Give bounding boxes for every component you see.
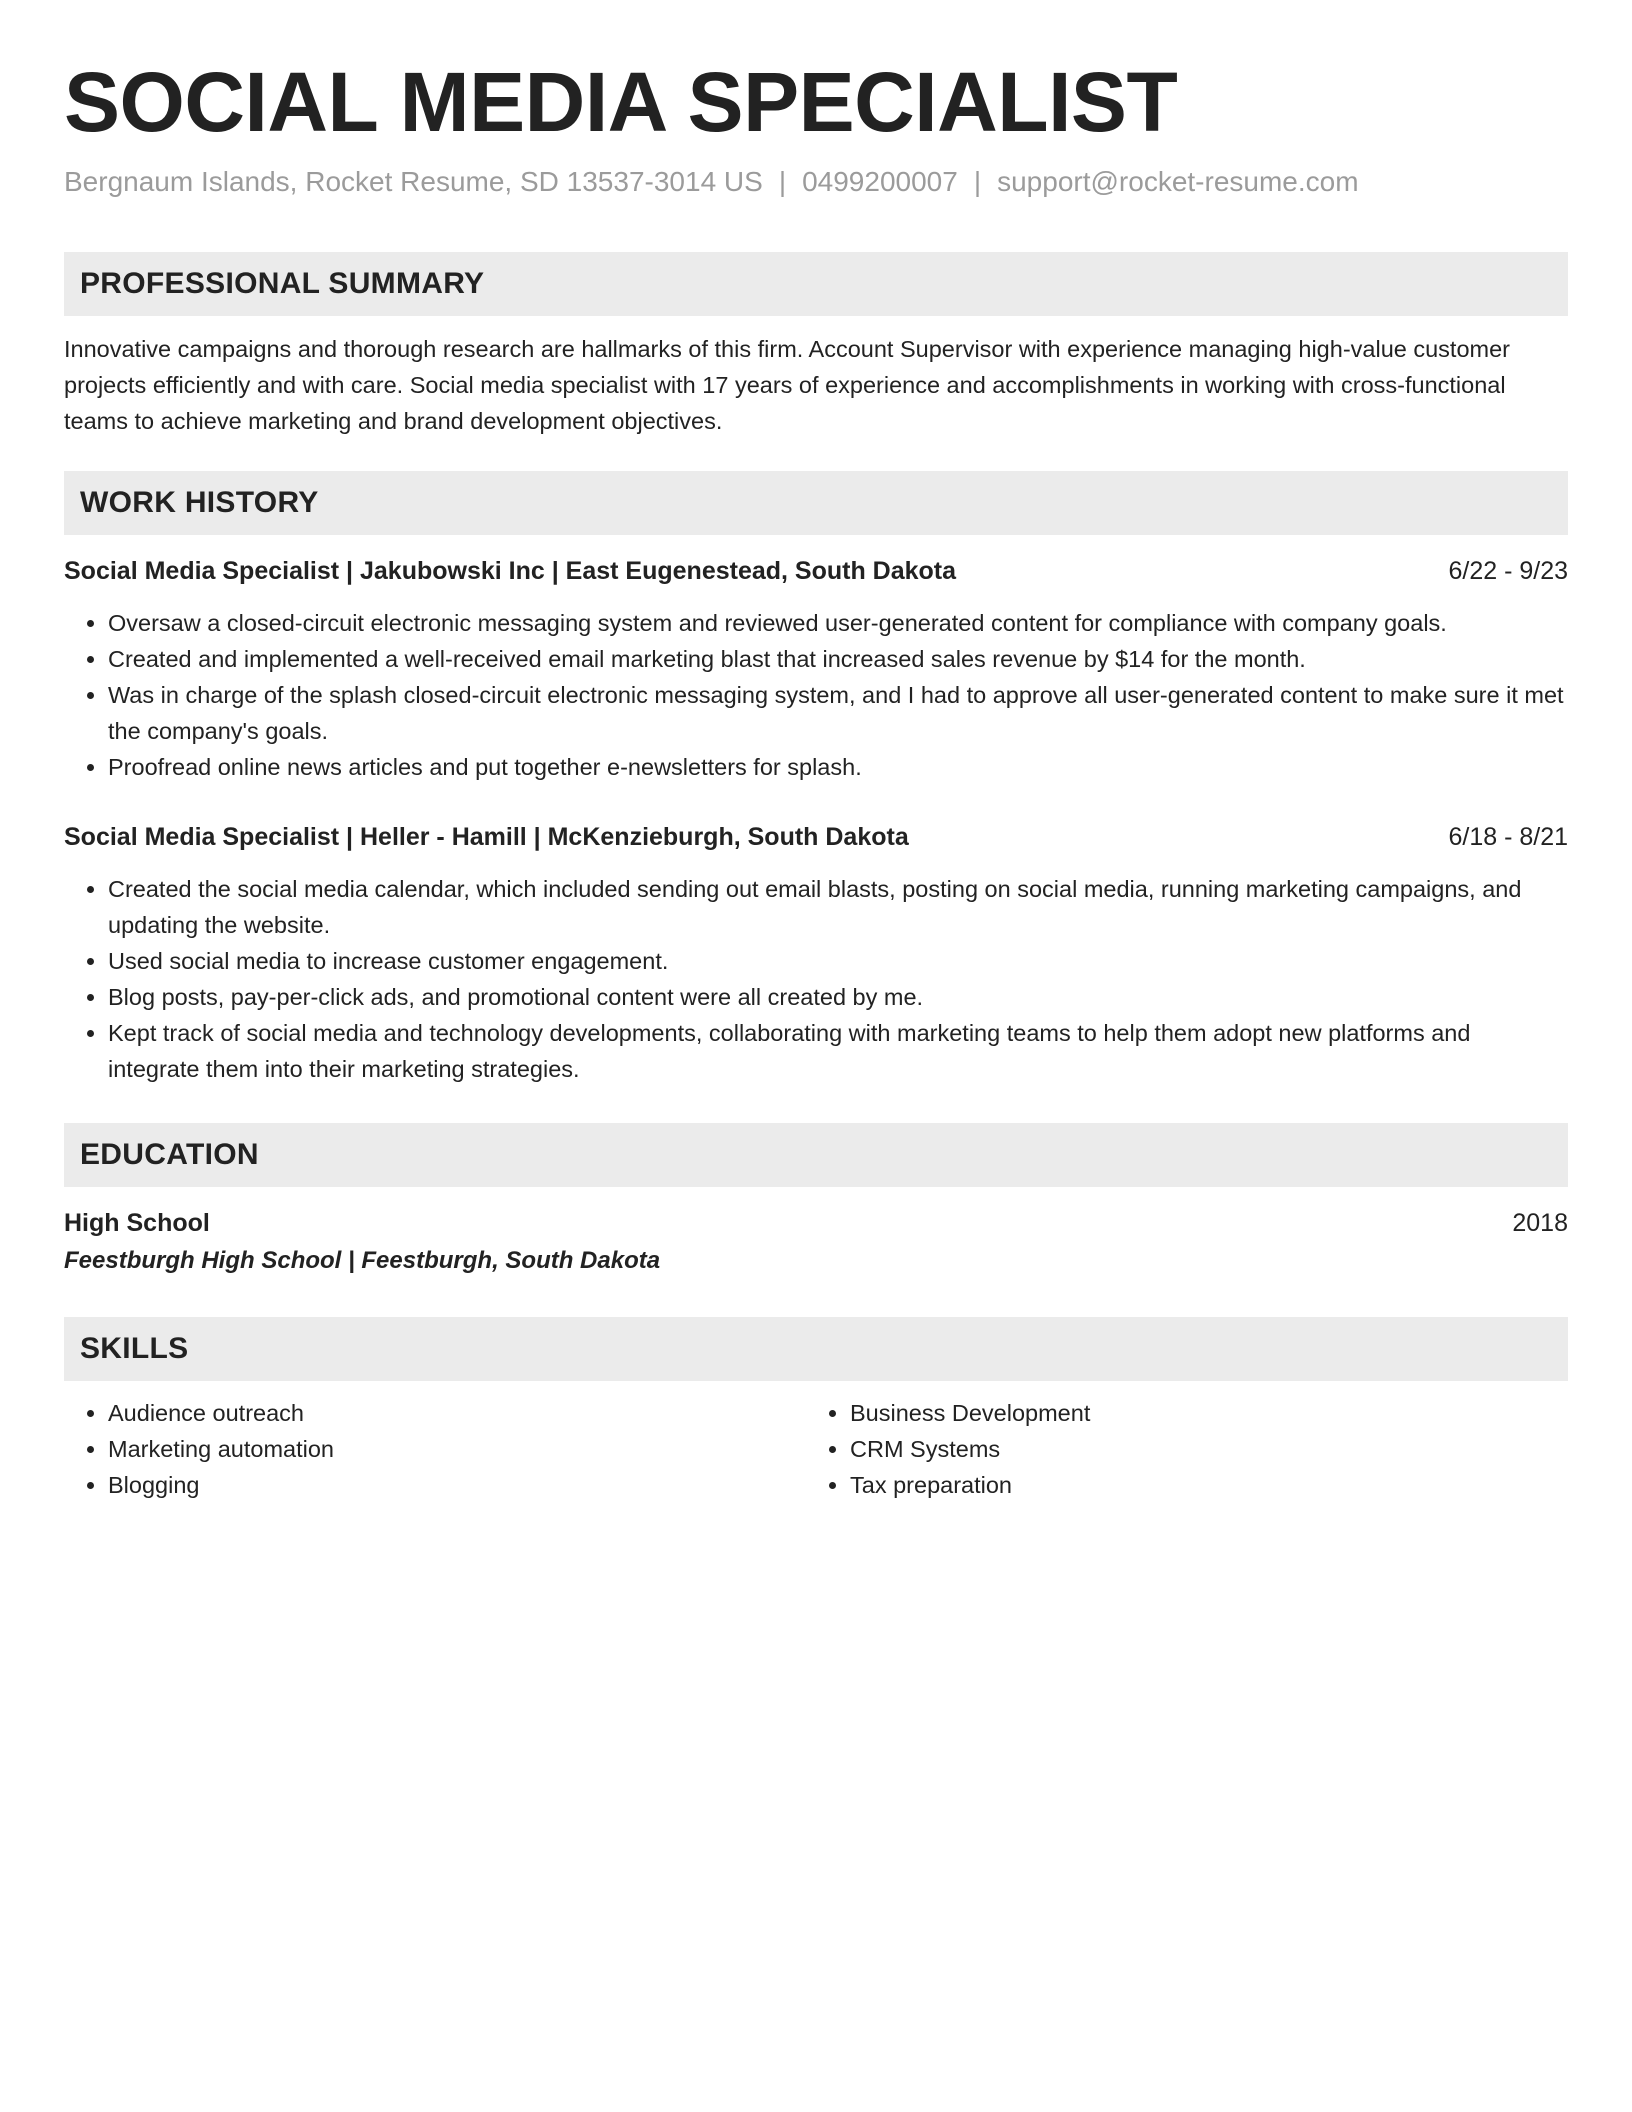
job-title: Social Media Specialist | Jakubowski Inc | East Eugenestead, South Dakota <box>64 557 957 585</box>
job-header <box>64 553 1568 589</box>
contact-phone: 0499200007 <box>802 166 958 197</box>
list-item: • Business Development <box>850 1395 1548 1431</box>
list-item: • Blogging <box>108 1467 806 1503</box>
list-item: • Oversaw a closed-circuit electronic messaging system and reviewed user-generated content for compliance with company goals. <box>108 605 1568 641</box>
contact-email: support@rocket-resume.com <box>997 166 1359 197</box>
contact-line <box>64 164 1568 200</box>
contact-address: Bergnaum Islands, Rocket Resume, SD 13537-3014 US <box>64 166 763 197</box>
job-dates: 6/18 - 8/21 <box>1448 823 1568 851</box>
section-heading-work-history: WORK HISTORY <box>64 471 1568 535</box>
education-degree: High School <box>64 1209 210 1237</box>
list-item: • Was in charge of the splash closed-circuit electronic messaging system, and I had to approve all user-generated content to make sure it met the company's goals. <box>108 677 1568 749</box>
skills-grid <box>64 1395 1568 1503</box>
list-item: • Kept track of social media and technology developments, collaborating with marketing teams to help them adopt new platforms and integrate them into their marketing strategies. <box>108 1015 1568 1087</box>
job-bullets <box>64 871 1568 1087</box>
list-item: • Tax preparation <box>850 1467 1548 1503</box>
list-item: • Used social media to increase customer engagement. <box>108 943 1568 979</box>
page-title: SOCIAL MEDIA SPECIALIST <box>64 55 1178 149</box>
job-title: Social Media Specialist | Heller - Hamill | McKenzieburgh, South Dakota <box>64 823 909 851</box>
list-item: • CRM Systems <box>850 1431 1548 1467</box>
list-item: • Created the social media calendar, which included sending out email blasts, posting on social media, running marketing campaigns, and updating the website. <box>108 871 1568 943</box>
education-school: Feestburgh High School | Feestburgh, South Dakota <box>64 1247 661 1274</box>
summary-text: Innovative campaigns and thorough research are hallmarks of this firm. Account Supervisor with experience managing high-value customer projects efficiently and with care. Social media specialist with 17 years of experience and accomplishments in working with cross-functional teams to achieve marketing and brand development objectives. <box>64 336 1510 434</box>
list-item: • Marketing automation <box>108 1431 806 1467</box>
section-heading-skills: SKILLS <box>64 1317 1568 1381</box>
job-dates: 6/22 - 9/23 <box>1448 557 1568 585</box>
contact-separator: | <box>778 166 787 197</box>
list-item: • Blog posts, pay-per-click ads, and promotional content were all created by me. <box>108 979 1568 1015</box>
education-year: 2018 <box>1512 1209 1568 1237</box>
section-heading-summary: PROFESSIONAL SUMMARY <box>64 252 1568 316</box>
section-heading-education: EDUCATION <box>64 1123 1568 1187</box>
job-bullets <box>64 605 1568 785</box>
list-item: • Audience outreach <box>108 1395 806 1431</box>
job-header <box>64 819 1568 855</box>
list-item: • Created and implemented a well-received email marketing blast that increased sales revenue by $14 for the month. <box>108 641 1568 677</box>
skills-column-left <box>64 1395 806 1503</box>
skills-column-right <box>806 1395 1548 1503</box>
education-header <box>64 1205 1568 1241</box>
contact-separator: | <box>973 166 982 197</box>
list-item: • Proofread online news articles and put together e-newsletters for splash. <box>108 749 1568 785</box>
resume-page <box>64 52 1568 1503</box>
